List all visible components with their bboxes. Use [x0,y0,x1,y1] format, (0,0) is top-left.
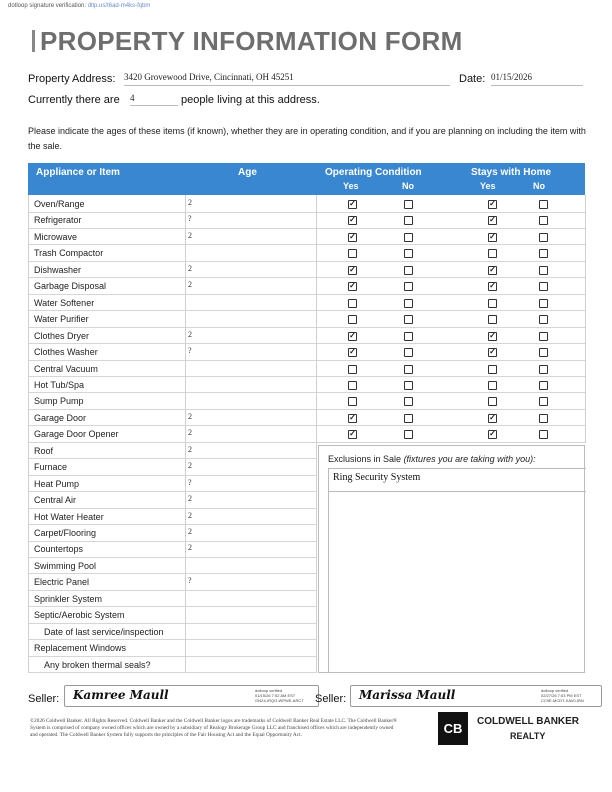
item-age-field[interactable]: 2 [188,329,192,339]
brand-subname: REALTY [510,731,546,741]
table-row [28,525,316,542]
item-name: Hot Water Heater [34,511,104,522]
item-age-field[interactable]: 2 [188,543,192,553]
item-name: Replacement Windows [34,643,127,654]
occupancy-prefix: Currently there are [28,94,120,106]
header-stays: Stays with Home [471,167,552,178]
operating-yes-checkbox[interactable] [348,299,357,308]
stays-yes-checkbox[interactable] [488,365,497,374]
operating-no-checkbox[interactable] [404,266,413,275]
stays-no-checkbox[interactable] [539,414,548,423]
table-row [28,410,585,427]
item-name: Septic/Aerobic System [34,610,125,621]
item-name: Clothes Washer [34,347,98,358]
seller-1-label: Seller: [28,693,60,705]
header-stay-yes: Yes [480,181,496,191]
stays-no-checkbox[interactable] [539,249,548,258]
item-name: Date of last service/inspection [44,626,164,637]
item-age-field[interactable]: 2 [188,527,192,536]
operating-yes-checkbox[interactable]: ✓ [349,264,356,274]
table-row [28,344,585,361]
item-age-field[interactable]: 2 [188,461,192,471]
item-name: Garbage Disposal [34,281,107,292]
stays-no-checkbox[interactable] [539,266,548,275]
operating-no-checkbox[interactable] [404,249,413,258]
table-row [28,624,316,641]
table-row [28,657,316,674]
table-row [28,196,585,213]
header-age: Age [238,167,257,178]
item-name: Any broken thermal seals? [44,659,151,670]
stays-yes-checkbox[interactable]: ✓ [489,330,496,340]
seller-1-signature: Kamree Maull [73,688,169,702]
table-row [28,574,316,591]
operating-yes-checkbox[interactable]: ✓ [349,347,356,357]
header-operating: Operating Condition [325,167,422,178]
table-gridline [28,195,29,673]
table-row [28,212,585,229]
operating-yes-checkbox[interactable] [348,397,357,406]
item-name: Microwave [34,231,78,242]
table-row [28,459,316,476]
table-gridline [316,195,317,673]
stays-no-checkbox[interactable] [539,233,548,242]
table-header [28,163,585,195]
operating-yes-checkbox[interactable]: ✓ [349,330,356,340]
item-name: Dishwasher [34,264,82,275]
table-row [28,295,585,312]
item-name: Roof [34,445,54,456]
seller-2-label: Seller: [315,693,347,705]
operating-yes-checkbox[interactable] [348,381,357,390]
table-row [28,426,585,443]
operating-no-checkbox[interactable] [404,299,413,308]
item-age-field[interactable]: ? [188,477,192,487]
header-stay-no: No [533,181,545,191]
operating-yes-checkbox[interactable]: ✓ [349,215,356,225]
operating-yes-checkbox[interactable]: ✓ [349,199,356,208]
item-name: Central Air [34,495,77,506]
operating-yes-checkbox[interactable] [348,249,357,258]
item-age-field[interactable]: ? [188,214,192,224]
operating-yes-checkbox[interactable] [348,365,357,374]
item-name: Garage Door [34,412,87,423]
coldwell-banker-logo: CB [438,712,468,745]
item-name: Carpet/Flooring [34,528,97,538]
operating-no-checkbox[interactable] [404,332,413,341]
item-age-field[interactable]: 2 [188,444,192,454]
item-name: Garage Door Opener [34,429,119,440]
stays-no-checkbox[interactable] [539,216,548,225]
stays-no-checkbox[interactable] [539,381,548,390]
exclusions-field[interactable] [328,468,586,673]
item-name: Trash Compactor [34,248,104,259]
stays-no-checkbox[interactable] [539,299,548,308]
stays-yes-checkbox[interactable]: ✓ [489,215,496,225]
address-label: Property Address: [28,73,116,85]
table-row [28,377,585,394]
table-row [28,591,316,608]
item-name: Refrigerator [34,215,82,226]
item-age-field[interactable]: 2 [188,510,192,520]
item-age-field[interactable]: 2 [188,411,192,421]
stays-yes-checkbox[interactable] [488,315,497,324]
item-name: Central Vacuum [34,363,98,374]
seller-2-verification: dotloop verified 02/27/26 7:03 PM EST CC9E-MCDT-XAV0-IRN [541,688,584,703]
table-row [28,541,316,558]
exclusions-label: Exclusions in Sale (fixtures you are taking with you): [328,454,536,464]
item-name: Sump Pump [34,396,84,407]
operating-no-checkbox[interactable] [404,348,413,357]
item-name: Countertops [34,544,84,555]
operating-yes-checkbox[interactable]: ✓ [349,429,356,439]
title-accent [32,30,35,52]
operating-no-checkbox[interactable] [404,414,413,423]
item-age-field[interactable]: ? [188,346,192,356]
seller-1-signature-box[interactable] [64,685,319,707]
legal-footer: ©2026 Coldwell Banker. All Rights Reserved. Coldwell Banker and the Coldwell Banker logos are trademarks of Coldwell Banker Real Estate LLC. The Coldwell Banker® System is comprised of company owned offices which are owned by a subsidiary of Realogy Brokerage Group LLC and franchised offices which are independently owned and operated. The Coldwell Banker System fully supports the principles of the Fair Housing Act and the Equal Opportunity Act. [30,718,398,738]
operating-yes-checkbox[interactable]: ✓ [349,281,356,291]
table-gridline [585,195,586,443]
brand-name: COLDWELL BANKER [477,716,580,727]
item-age-field[interactable]: 2 [188,428,192,438]
table-row [28,245,585,262]
header-op-no: No [402,181,414,191]
table-row [28,443,316,460]
operating-yes-checkbox[interactable]: ✓ [349,231,356,241]
stays-yes-checkbox[interactable]: ✓ [489,429,496,439]
seller-1-verification: dotloop verified 01/15/26 7:52 AM EST GNZ4-IRQO-WPWE-ARCT [255,688,304,703]
stays-yes-checkbox[interactable]: ✓ [489,264,496,274]
item-age-field[interactable]: 2 [188,263,192,273]
occupancy-count-field[interactable]: 4 [130,93,178,106]
table-row [28,607,316,624]
stays-yes-checkbox[interactable]: ✓ [489,412,496,422]
stays-yes-checkbox[interactable]: ✓ [489,231,496,241]
table-row [28,558,316,575]
table-gridline [185,195,186,673]
operating-no-checkbox[interactable] [404,397,413,406]
table-row [28,328,585,345]
item-name: Water Purifier [34,314,89,325]
item-name: Swimming Pool [34,560,97,571]
item-age-field[interactable]: ? [188,576,192,586]
stays-no-checkbox[interactable] [539,397,548,406]
verification-link[interactable]: dtlp.us/t6ad-m4ks-fqbm [87,3,151,9]
stays-yes-checkbox[interactable] [488,249,497,258]
operating-yes-checkbox[interactable]: ✓ [349,412,356,422]
stays-no-checkbox[interactable] [539,332,548,341]
exclusion-item: Ring Security System [333,472,421,483]
stays-no-checkbox[interactable] [539,282,548,291]
instructions: Please indicate the ages of these items (if known), whether they are in operating condition, and if you are planning on including the item with the sale. [28,126,586,151]
item-name: Hot Tub/Spa [34,379,85,390]
item-name: Electric Panel [34,577,90,588]
item-age-field[interactable]: 2 [188,494,192,504]
item-name: Clothes Dryer [34,330,90,341]
item-name: Sprinkler System [34,593,103,604]
verification-line: dotloop signature verification: dtlp.us/t6ad-m4ks-fqbm [8,3,151,9]
table-row [28,476,316,493]
address-field[interactable]: 3420 Grovewood Drive, Cincinnati, OH 45251 [124,72,450,86]
exclusions-panel [318,445,585,673]
operating-no-checkbox[interactable] [404,233,413,242]
stays-yes-checkbox[interactable] [488,397,497,406]
seller-2-signature-box[interactable] [350,685,602,707]
item-age-field[interactable]: 2 [188,198,192,207]
stays-yes-checkbox[interactable] [488,381,497,390]
item-name: Oven/Range [34,199,85,209]
stays-yes-checkbox[interactable]: ✓ [489,347,496,357]
page-title: PROPERTY INFORMATION FORM [40,26,463,56]
operating-no-checkbox[interactable] [404,282,413,291]
stays-no-checkbox[interactable] [539,430,548,439]
stays-yes-checkbox[interactable]: ✓ [489,281,496,291]
date-label: Date: [459,73,486,85]
operating-no-checkbox[interactable] [404,200,413,209]
occupancy-suffix: people living at this address. [181,94,320,106]
operating-no-checkbox[interactable] [404,315,413,324]
operating-no-checkbox[interactable] [404,216,413,225]
table-row [28,640,316,657]
operating-no-checkbox[interactable] [404,365,413,374]
exclusions-divider [328,491,586,492]
stays-yes-checkbox[interactable] [488,299,497,308]
table-row [28,361,585,378]
stays-no-checkbox[interactable] [539,348,548,357]
table-row [28,492,316,509]
item-name: Furnace [34,462,68,473]
item-age-field[interactable]: 2 [188,280,192,290]
table-row [28,262,585,279]
table-row [28,509,316,526]
seller-2-signature: Marissa Maull [359,688,456,702]
header-item: Appliance or Item [36,167,120,178]
operating-yes-checkbox[interactable] [348,315,357,324]
table-row [28,278,585,295]
operating-no-checkbox[interactable] [404,381,413,390]
table-row [28,393,585,410]
date-field[interactable]: 01/15/2026 [491,72,583,86]
item-name: Heat Pump [34,478,80,489]
table-row [28,311,585,328]
stays-no-checkbox[interactable] [539,365,548,374]
table-row [28,229,585,246]
stays-no-checkbox[interactable] [539,200,548,209]
operating-no-checkbox[interactable] [404,430,413,439]
stays-no-checkbox[interactable] [539,315,548,324]
item-name: Water Softener [34,297,95,308]
header-op-yes: Yes [343,181,359,191]
stays-yes-checkbox[interactable]: ✓ [489,199,496,208]
item-age-field[interactable]: 2 [188,230,192,240]
